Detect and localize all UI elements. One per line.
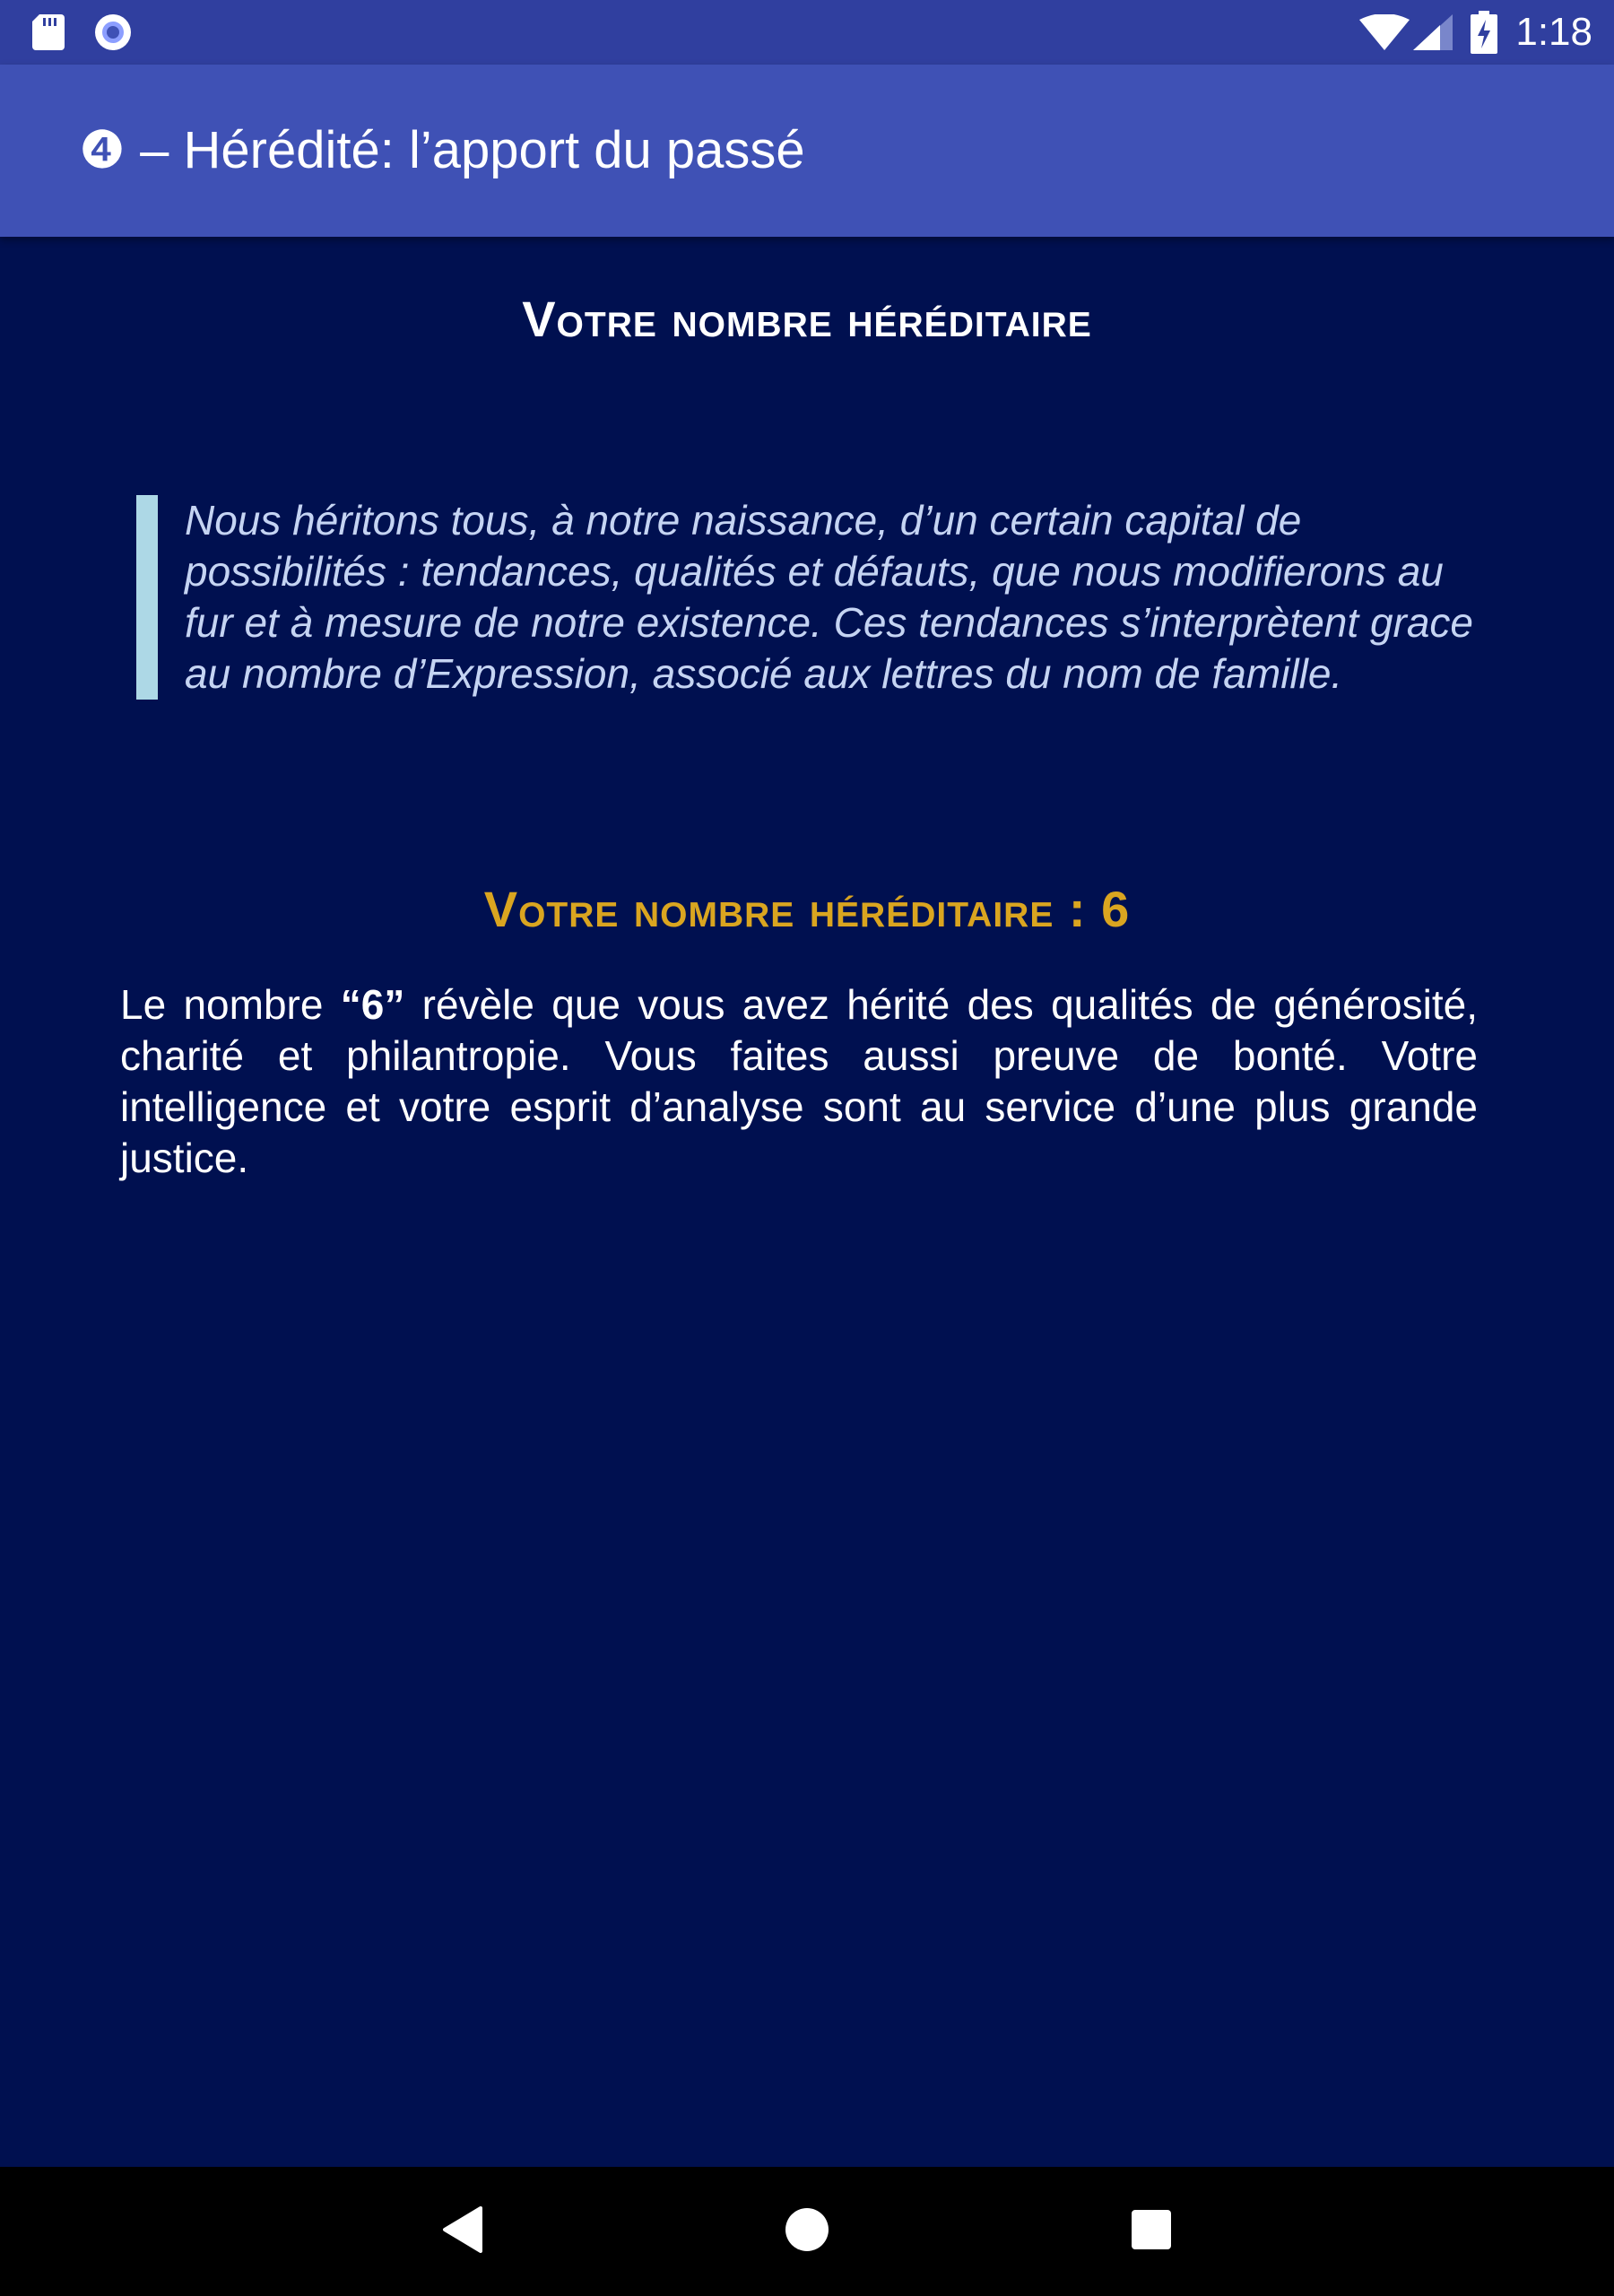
home-button[interactable] xyxy=(735,2167,879,2296)
home-icon xyxy=(784,2206,830,2257)
status-time: 1:18 xyxy=(1515,10,1592,54)
intro-quote: Nous héritons tous, à notre naissance, d’un certain capital de possibilités : tendances, qualités et défauts, que nous modifierons au fur et à mesure de notre existence. Ces tendances s’interprètent grace au nombre d’Expression, associé aux lettres du nom de famille. xyxy=(136,495,1476,700)
app-bar xyxy=(0,65,1614,237)
status-bar xyxy=(0,0,1614,65)
navigation-bar xyxy=(0,2167,1614,2296)
back-icon xyxy=(441,2206,484,2257)
wifi-icon xyxy=(1359,14,1410,55)
back-button[interactable] xyxy=(391,2167,534,2296)
result-description xyxy=(120,979,1478,1184)
sd-card-icon xyxy=(32,14,65,55)
battery-charging-icon xyxy=(1471,11,1497,58)
record-icon xyxy=(93,14,133,58)
signal-icon xyxy=(1413,14,1453,55)
page-title: ❹ – Hérédité: l’apport du passé xyxy=(79,121,805,179)
recents-button[interactable] xyxy=(1080,2167,1223,2296)
result-heading: Votre nombre héréditaire : 6 xyxy=(483,881,1131,937)
section-heading: Votre nombre héréditaire xyxy=(522,291,1092,347)
result-number: “6” xyxy=(340,981,405,1028)
result-prefix: Le nombre xyxy=(120,981,341,1028)
content-area xyxy=(0,237,1614,2167)
result-text: révèle que vous avez hérité des qualités de générosité, charité et philantropie. Vous faites aussi preuve de bonté. Votre intelligence et votre esprit d’analyse sont au service d’une plus grande justice. xyxy=(120,981,1478,1181)
recents-icon xyxy=(1131,2209,1172,2255)
